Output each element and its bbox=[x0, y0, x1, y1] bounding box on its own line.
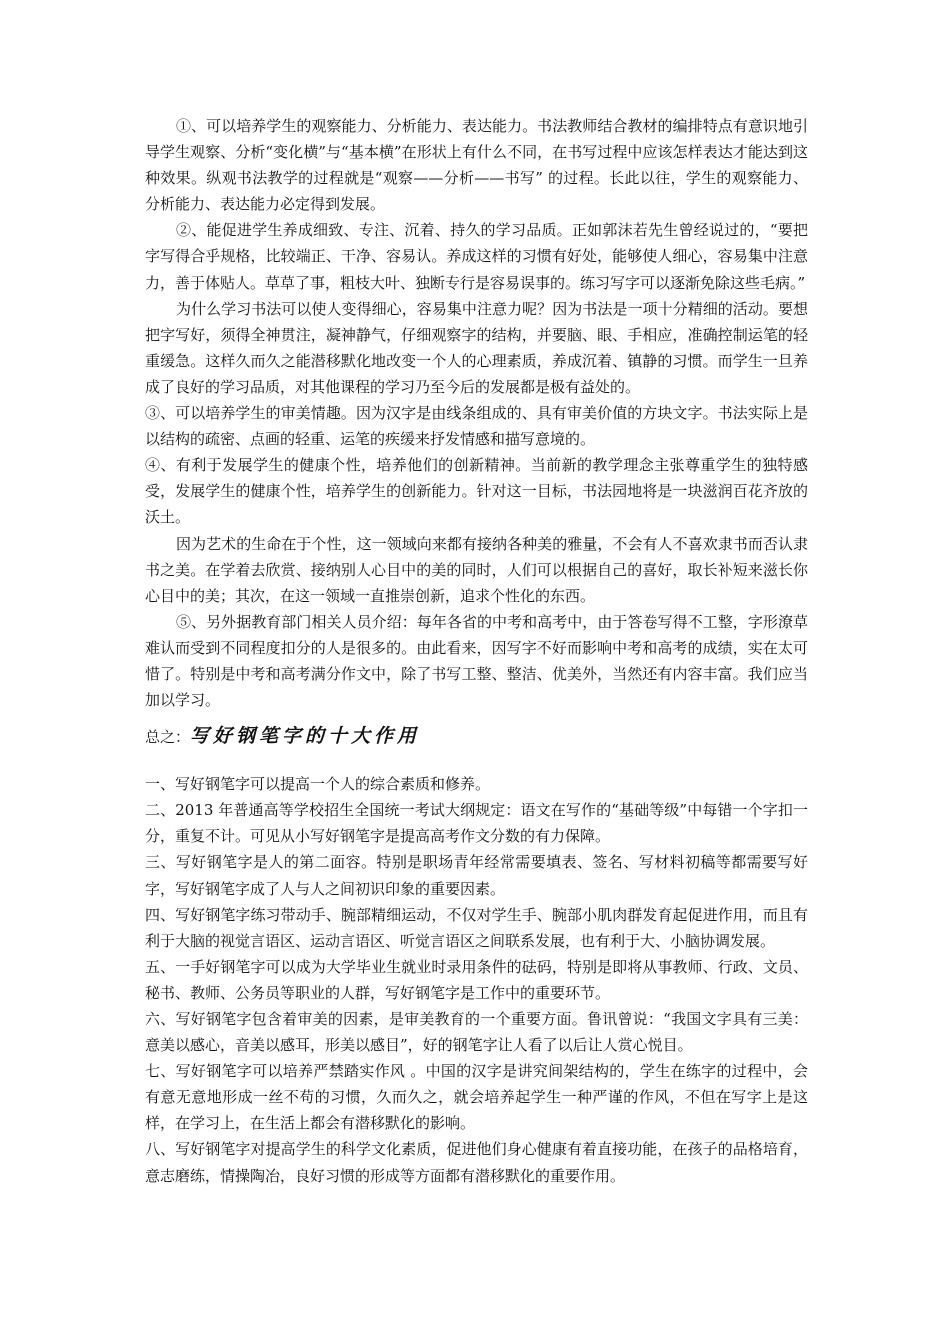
heading-title: 写好钢笔字的十大作用 bbox=[190, 725, 421, 748]
paragraph: 因为艺术的生命在于个性，这一领域向来都有接纳各种美的雅量，不会有人不喜欢隶书而否认隶书之美。在学着去欣赏、接纳别人心目中的美的同时，人们可以根据自己的喜好，取长补短来滋长你心目中的美；其次，在这一领域一直推崇创新，追求个性化的东西。 bbox=[145, 534, 808, 605]
heading-prefix: 总之： bbox=[145, 728, 191, 747]
list-item: 七、写好钢笔字可以培养严禁踏实作风 。中国的汉字是讲究间架结构的，学生在练字的过程中，会有意无意地形成一丝不苟的习惯，久而久之，就会培养起学生一种严谨的作风，不但在写字上是这样，在学习上，在生活上都会有潜移默化的影响。 bbox=[145, 1062, 808, 1133]
benefits-list bbox=[145, 771, 808, 1189]
paragraph: ③、可以培养学生的审美情趣。因为汉字是由线条组成的、具有审美价值的方块文字。书法实际上是以结构的疏密、点画的轻重、运笔的疾缓来抒发情感和描写意境的。 bbox=[145, 404, 808, 449]
document-page bbox=[145, 113, 808, 1189]
section-heading bbox=[145, 721, 808, 751]
list-item: 三、写好钢笔字是人的第二面容。特别是职场青年经常需要填表、签名、写材料初稿等都需要写好字，写好钢笔字成了人与人之间初识印象的重要因素。 bbox=[145, 853, 808, 898]
paragraph: ②、能促进学生养成细致、专注、沉着、持久的学习品质。正如郭沫若先生曾经说过的，“要把字写得合乎规格，比较端正、干净、容易认。养成这样的习惯有好处，能够使人细心，容易集中注意力，善于体贴人。草草了事，粗枝大叶、独断专行是容易误事的。练习写字可以逐渐免除这些毛病。” bbox=[145, 221, 808, 292]
paragraph: ①、可以培养学生的观察能力、分析能力、表达能力。书法教师结合教材的编排特点有意识地引导学生观察、分析“变化横”与“基本横”在形状上有什么不同，在书写过程中应该怎样表达才能达到这种效果。纵观书法教学的过程就是“观察——分析——书写” 的过程。长此以往，学生的观察能力、分析能力、表达能力必定得到发展。 bbox=[145, 117, 808, 214]
intro-paragraphs bbox=[145, 113, 808, 713]
list-item: 五、一手好钢笔字可以成为大学毕业生就业时录用条件的砝码，特别是即将从事教师、行政、文员、秘书、教师、公务员等职业的人群，写好钢笔字是工作中的重要环节。 bbox=[145, 957, 808, 1002]
list-item: 二、2013 年普通高等学校招生全国统一考试大纲规定：语文在写作的“基础等级”中每错一个字扣一分，重复不计。可见从小写好钢笔字是提高高考作文分数的有力保障。 bbox=[145, 801, 808, 846]
paragraph: ⑤、另外据教育部门相关人员介绍：每年各省的中考和高考中，由于答卷写得不工整，字形潦草难认而受到不同程度扣分的人是很多的。由此看来，因写字不好而影响中考和高考的成绩，实在太可惜了。特别是中考和高考满分作文中，除了书写工整、整洁、优美外，当然还有内容丰富。我们应当加以学习。 bbox=[145, 612, 808, 710]
list-item: 八、写好钢笔字对提高学生的科学文化素质，促进他们身心健康有着直接功能，在孩子的品格培育，意志磨练，情操陶冶，良好习惯的形成等方面都有潜移默化的重要作用。 bbox=[145, 1140, 808, 1185]
list-item: 四、写好钢笔字练习带动手、腕部精细运动，不仅对学生手、腕部小肌肉群发育起促进作用，而且有利于大脑的视觉言语区、运动言语区、听觉言语区之间联系发展，也有利于大、小脑协调发展。 bbox=[145, 905, 808, 950]
list-item: 一、写好钢笔字可以提高一个人的综合素质和修养。 bbox=[145, 775, 491, 794]
paragraph: ④、有利于发展学生的健康个性，培养他们的创新精神。当前新的教学理念主张尊重学生的独特感受，发展学生的健康个性，培养学生的创新能力。针对这一目标，书法园地将是一块滋润百花齐放的沃土。 bbox=[145, 456, 808, 527]
paragraph: 为什么学习书法可以使人变得细心，容易集中注意力呢？因为书法是一项十分精细的活动。要想把字写好，须得全神贯注，凝神静气，仔细观察字的结构，并要脑、眼、手相应，准确控制运笔的轻重缓急。这样久而久之能潜移默化地改变一个人的心理素质，养成沉着、镇静的习惯。而学生一旦养成了良好的学习品质，对其他课程的学习乃至今后的发展都是极有益处的。 bbox=[145, 299, 808, 396]
list-item: 六、写好钢笔字包含着审美的因素，是审美教育的一个重要方面。鲁讯曾说：“我国文字具有三美：意美以感心，音美以感耳，形美以感目”，好的钢笔字让人看了以后让人赏心悦目。 bbox=[145, 1010, 808, 1055]
